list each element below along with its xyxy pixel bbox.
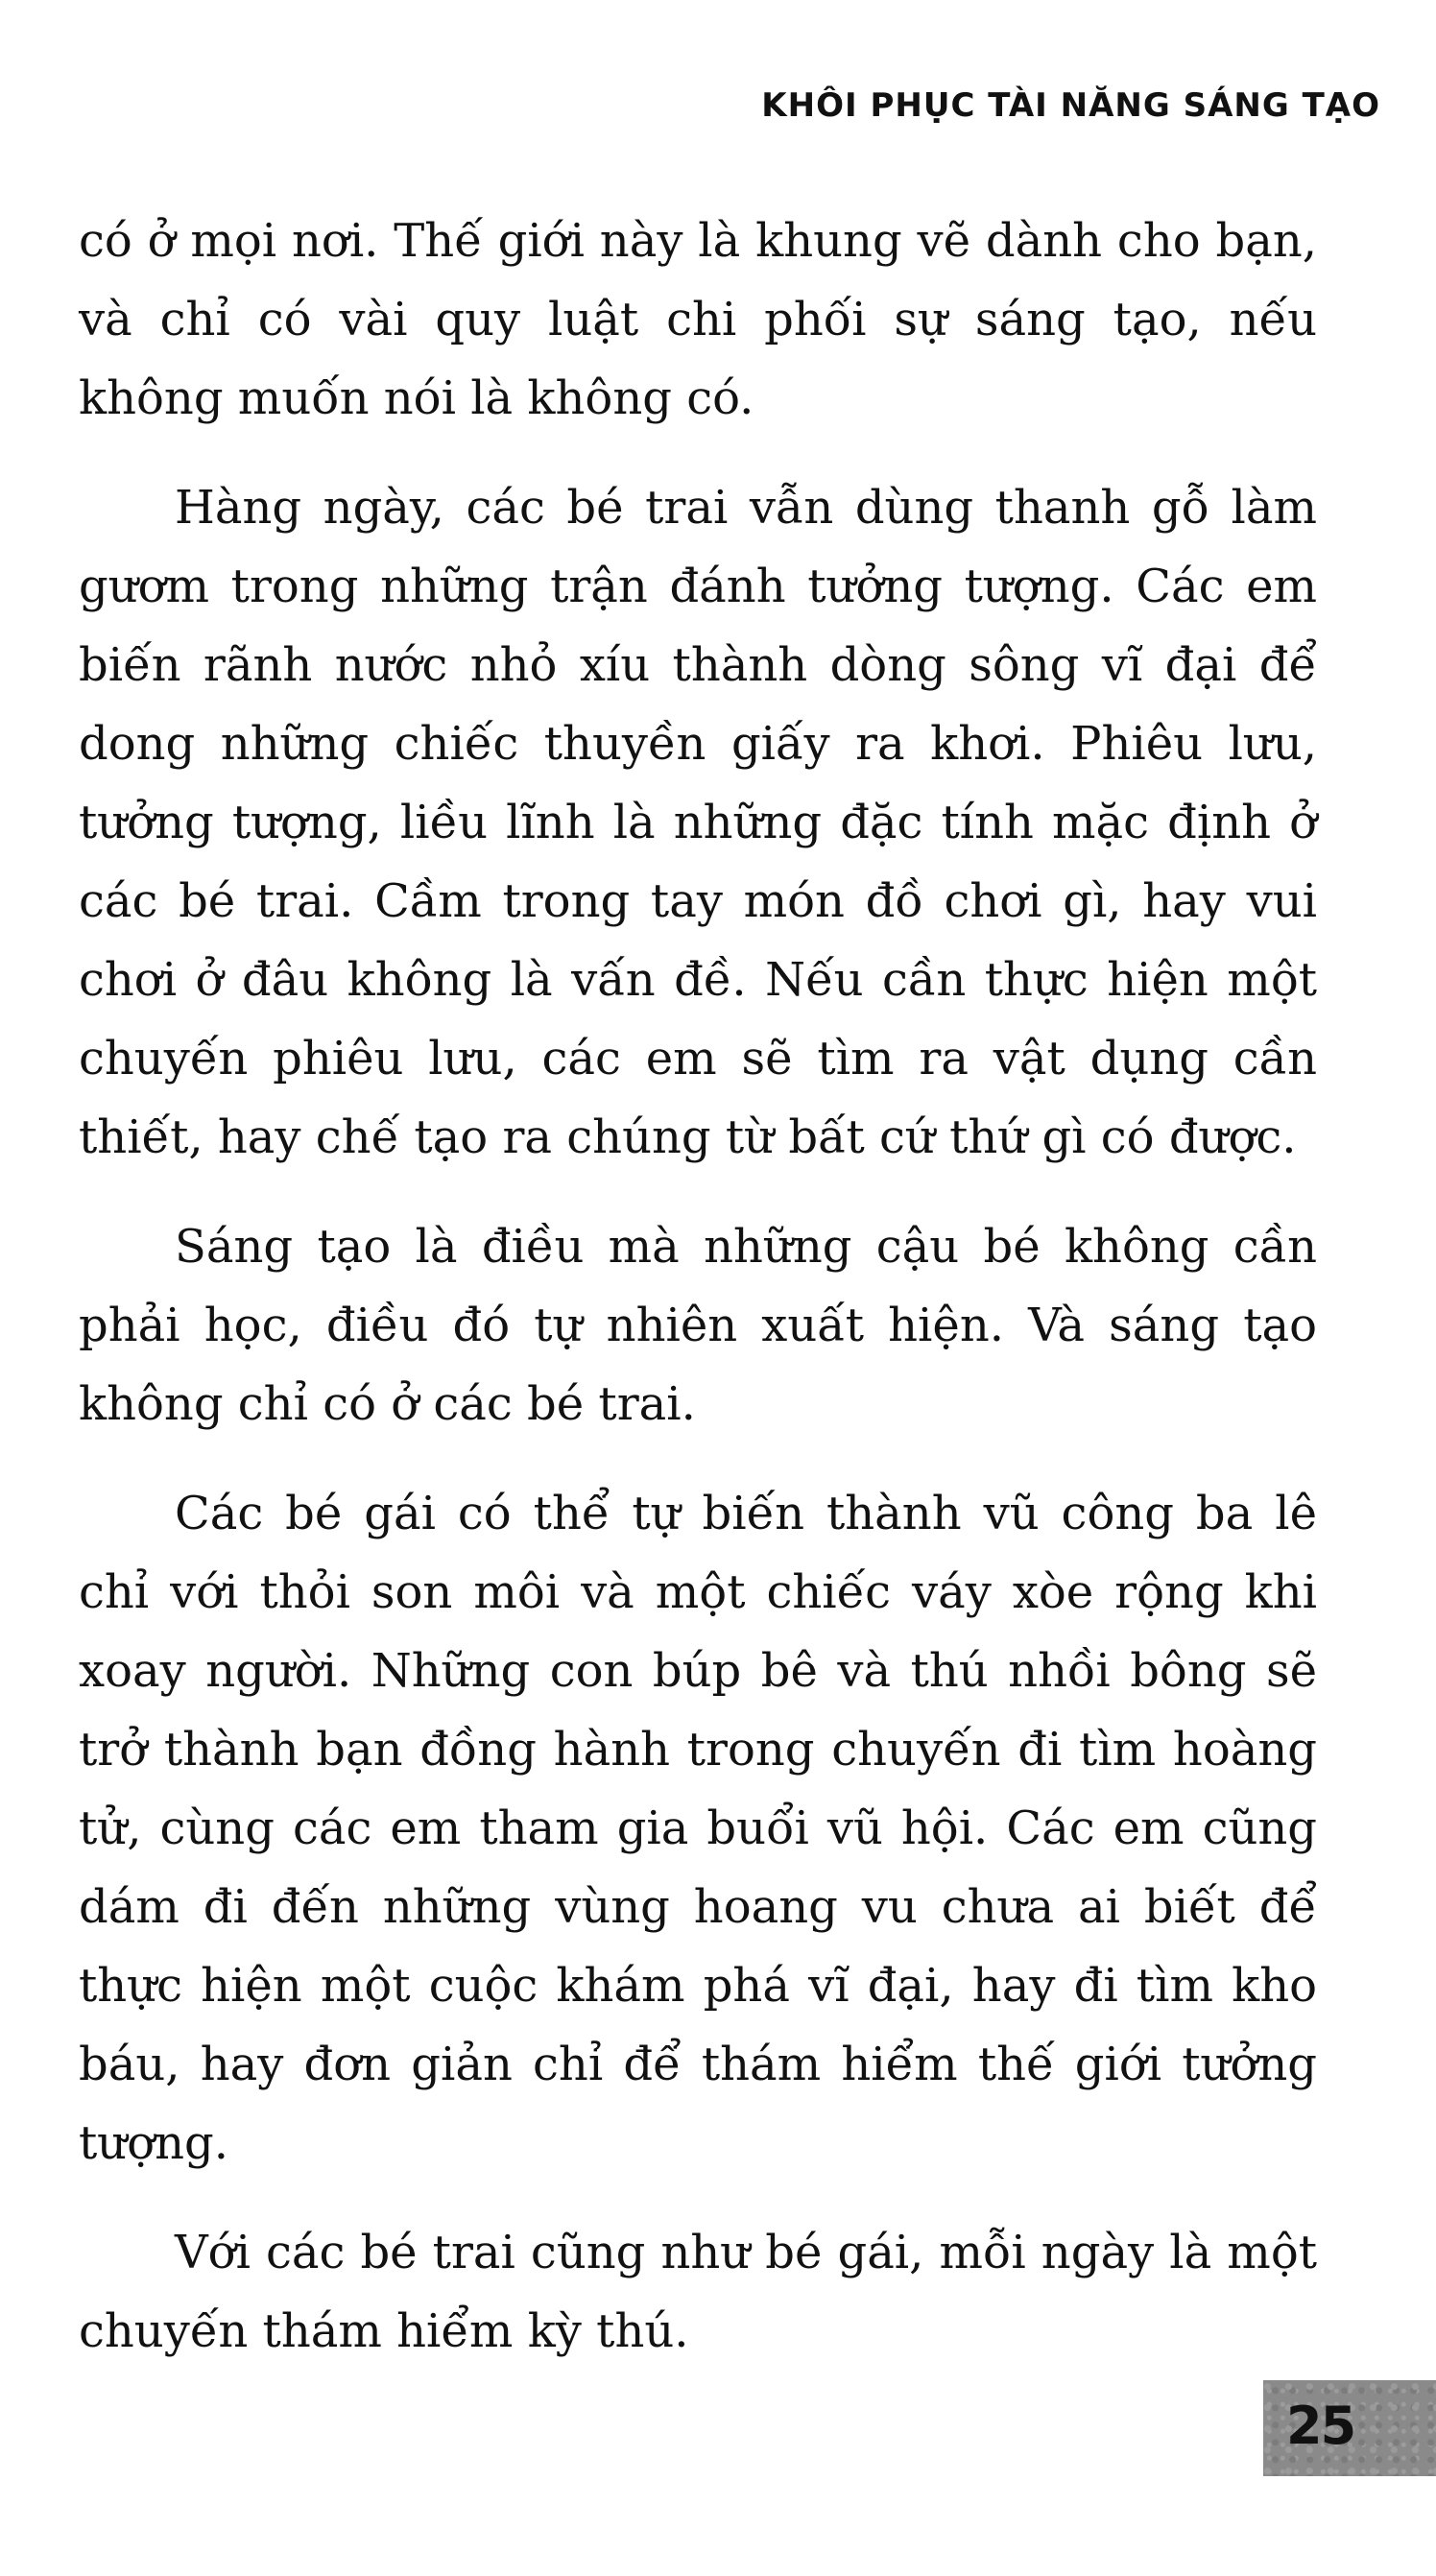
running-header-title: KHÔI PHỤC TÀI NĂNG SÁNG TẠO [761,86,1380,125]
page-number: 25 [1286,2396,1355,2456]
page-number-box [1263,2380,1436,2476]
paragraph-boys-play: Hàng ngày, các bé trai vẫn dùng thanh gỗ làm gươm trong những trận đánh tưởng tượng. Các em biến rãnh nước nhỏ xíu thành dòng sông vĩ đại để dong những chiếc thuyền giấy ra khơi. Phiêu lưu, tưởng tượng, liều lĩnh là những đặc tính mặc định ở các bé trai. Cầm trong tay món đồ chơi gì, hay vui chơi ở đâu không là vấn đề. Nếu cần thực hiện một chuyến phiêu lưu, các em sẽ tìm ra vật dụng cần thiết, hay chế tạo ra chúng từ bất cứ thứ gì có được. [79,481,1317,1164]
paragraph-continuation: có ở mọi nơi. Thế giới này là khung vẽ dành cho bạn, và chỉ có vài quy luật chi phối sự sáng tạo, nếu không muốn nói là không có. [79,214,1317,425]
paragraph-daily-adventure: Với các bé trai cũng như bé gái, mỗi ngày là một chuyến thám hiểm kỳ thú. [79,2226,1317,2358]
paragraph-girls-play: Các bé gái có thể tự biến thành vũ công ba lê chỉ với thỏi son môi và một chiếc váy xòe rộng khi xoay người. Những con búp bê và thú nhồi bông sẽ trở thành bạn đồng hành trong chuyến đi tìm hoàng tử, cùng các em tham gia buổi vũ hội. Các em cũng dám đi đến những vùng hoang vu chưa ai biết để thực hiện một cuộc khám phá vĩ đại, hay đi tìm kho báu, hay đơn giản chỉ để thám hiểm thế giới tưởng tượng. [79,1487,1317,2170]
paragraph-creativity-natural: Sáng tạo là điều mà những cậu bé không cần phải học, điều đó tự nhiên xuất hiện. Và sáng tạo không chỉ có ở các bé trai. [79,1220,1317,1431]
body-text [79,202,1317,2401]
